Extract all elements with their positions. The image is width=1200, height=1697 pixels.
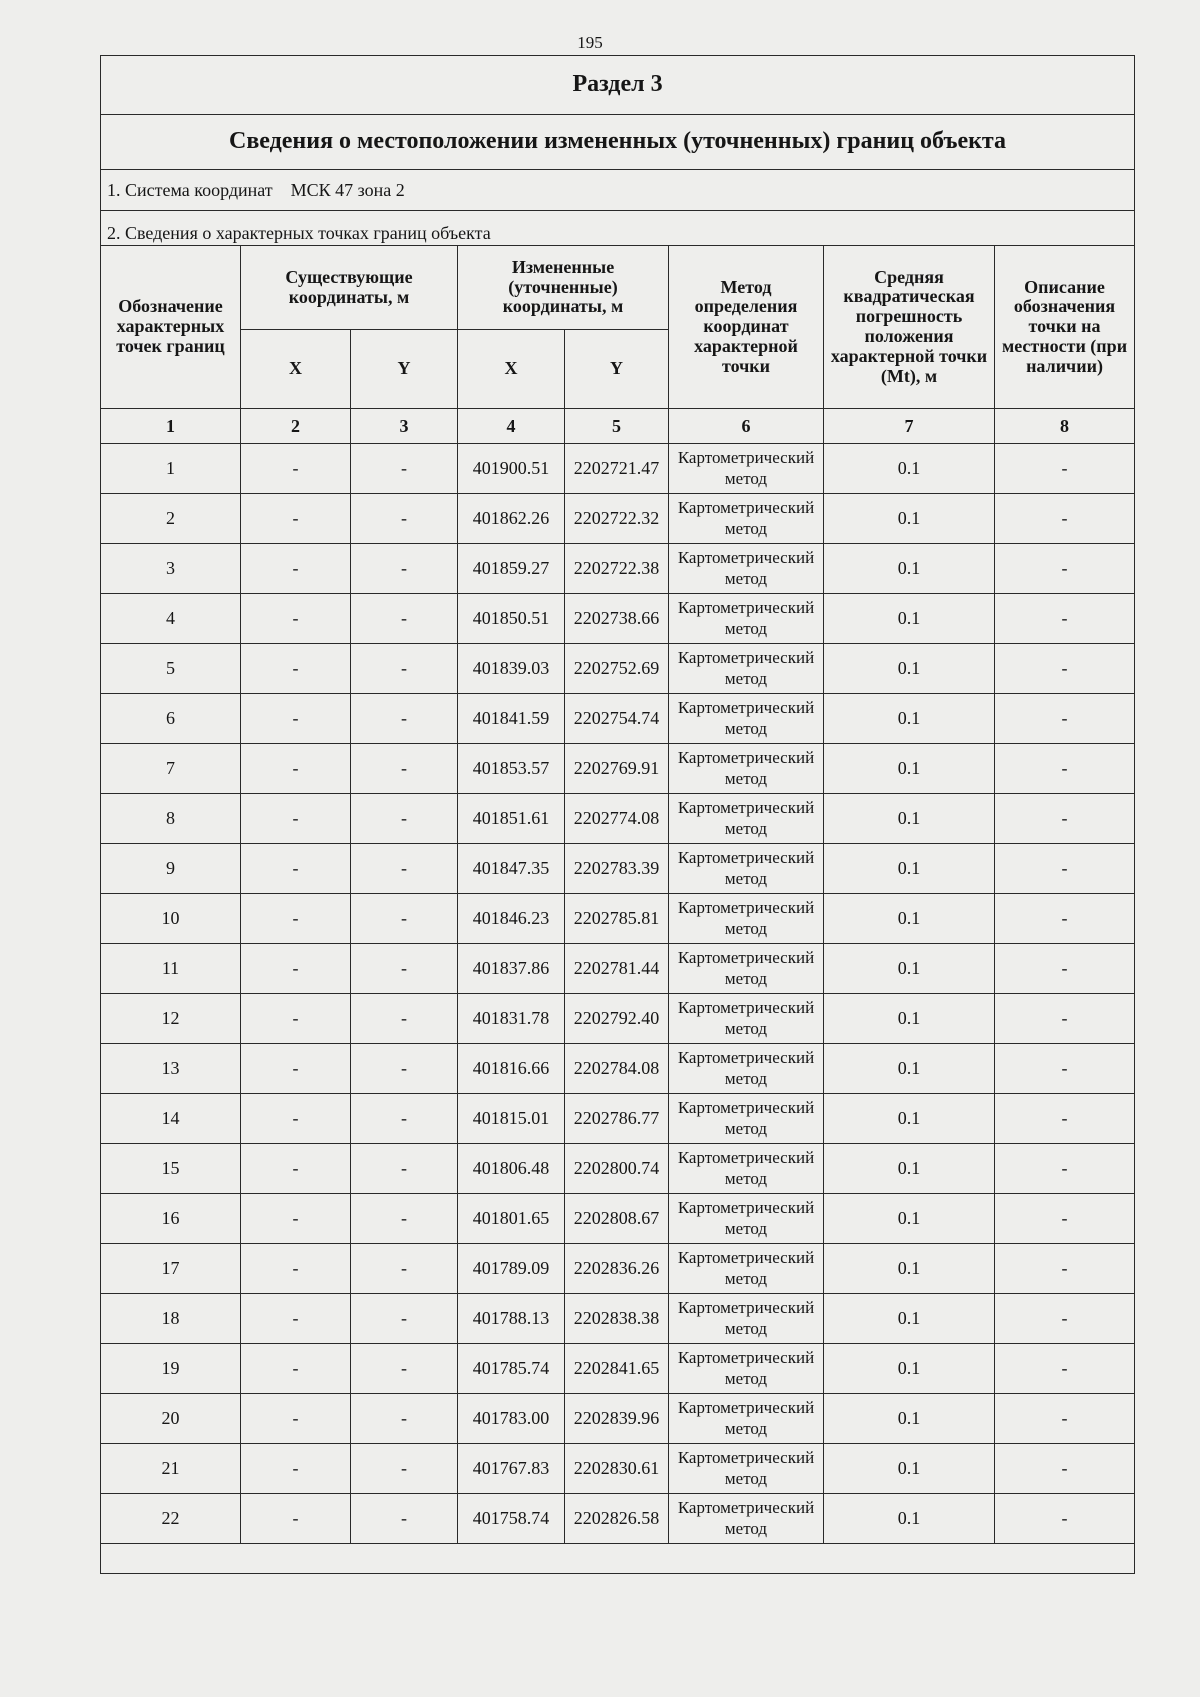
point-id-cell: 4 <box>101 594 241 644</box>
existing-x-cell: - <box>241 944 351 994</box>
existing-x-cell: - <box>241 1144 351 1194</box>
method-cell: Картометрический метод <box>669 1244 824 1294</box>
accuracy-cell: 0.1 <box>824 694 995 744</box>
changed-x-cell: 401839.03 <box>458 644 565 694</box>
changed-x-cell: 401846.23 <box>458 894 565 944</box>
table-row <box>101 744 1135 794</box>
method-cell: Картометрический метод <box>669 444 824 494</box>
changed-x-cell: 401900.51 <box>458 444 565 494</box>
point-id-cell: 11 <box>101 944 241 994</box>
changed-y-cell: 2202752.69 <box>565 644 669 694</box>
existing-y-cell: - <box>351 994 458 1044</box>
header-existing-coordinates: Существующие координаты, м <box>241 246 458 330</box>
description-cell: - <box>995 1094 1135 1144</box>
point-id-cell: 7 <box>101 744 241 794</box>
existing-x-cell: - <box>241 1494 351 1544</box>
point-id-cell: 13 <box>101 1044 241 1094</box>
coordinate-system-label: 1. Система координат <box>107 179 273 200</box>
point-id-cell: 22 <box>101 1494 241 1544</box>
existing-y-cell: - <box>351 1244 458 1294</box>
existing-y-cell: - <box>351 694 458 744</box>
accuracy-cell: 0.1 <box>824 1344 995 1394</box>
description-cell: - <box>995 1044 1135 1094</box>
table-row <box>101 594 1135 644</box>
changed-y-cell: 2202808.67 <box>565 1194 669 1244</box>
accuracy-cell: 0.1 <box>824 444 995 494</box>
boundary-points-table <box>100 55 1135 1574</box>
method-cell: Картометрический метод <box>669 1344 824 1394</box>
coordinate-system-value: МСК 47 зона 2 <box>290 179 405 200</box>
table-row <box>101 894 1135 944</box>
table-row <box>101 1294 1135 1344</box>
table-row <box>101 1194 1135 1244</box>
changed-x-cell: 401831.78 <box>458 994 565 1044</box>
accuracy-cell: 0.1 <box>824 1094 995 1144</box>
existing-y-cell: - <box>351 1044 458 1094</box>
description-cell: - <box>995 594 1135 644</box>
existing-y-cell: - <box>351 1494 458 1544</box>
changed-y-cell: 2202783.39 <box>565 844 669 894</box>
accuracy-cell: 0.1 <box>824 894 995 944</box>
table-row <box>101 1394 1135 1444</box>
changed-x-cell: 401785.74 <box>458 1344 565 1394</box>
header-designation: Обозначение характерных точек границ <box>101 246 241 409</box>
table-row <box>101 544 1135 594</box>
column-number: 3 <box>351 409 458 444</box>
changed-x-cell: 401850.51 <box>458 594 565 644</box>
document-title: Сведения о местоположении измененных (уточненных) границ объекта <box>101 115 1135 170</box>
table-row <box>101 844 1135 894</box>
header-description: Описание обозначения точки на местности (при наличии) <box>995 246 1135 409</box>
existing-y-cell: - <box>351 1294 458 1344</box>
method-cell: Картометрический метод <box>669 1144 824 1194</box>
table-row <box>101 994 1135 1044</box>
existing-x-cell: - <box>241 1044 351 1094</box>
changed-x-cell: 401847.35 <box>458 844 565 894</box>
existing-x-cell: - <box>241 1394 351 1444</box>
changed-y-cell: 2202841.65 <box>565 1344 669 1394</box>
accuracy-cell: 0.1 <box>824 1244 995 1294</box>
existing-y-cell: - <box>351 1144 458 1194</box>
point-id-cell: 17 <box>101 1244 241 1294</box>
accuracy-cell: 0.1 <box>824 1494 995 1544</box>
method-cell: Картометрический метод <box>669 694 824 744</box>
existing-x-cell: - <box>241 1444 351 1494</box>
existing-x-cell: - <box>241 744 351 794</box>
existing-x-cell: - <box>241 794 351 844</box>
method-cell: Картометрический метод <box>669 944 824 994</box>
points-info-label: 2. Сведения о характерных точках границ объекта <box>101 211 1135 246</box>
table-row <box>101 494 1135 544</box>
changed-y-cell: 2202838.38 <box>565 1294 669 1344</box>
changed-x-cell: 401806.48 <box>458 1144 565 1194</box>
existing-x-cell: - <box>241 1094 351 1144</box>
method-cell: Картометрический метод <box>669 644 824 694</box>
method-cell: Картометрический метод <box>669 594 824 644</box>
method-cell: Картометрический метод <box>669 494 824 544</box>
changed-y-cell: 2202722.38 <box>565 544 669 594</box>
accuracy-cell: 0.1 <box>824 594 995 644</box>
column-number: 8 <box>995 409 1135 444</box>
accuracy-cell: 0.1 <box>824 644 995 694</box>
existing-y-cell: - <box>351 1194 458 1244</box>
description-cell: - <box>995 994 1135 1044</box>
changed-x-cell: 401862.26 <box>458 494 565 544</box>
changed-x-cell: 401859.27 <box>458 544 565 594</box>
method-cell: Картометрический метод <box>669 1394 824 1444</box>
changed-x-cell: 401801.65 <box>458 1194 565 1244</box>
point-id-cell: 2 <box>101 494 241 544</box>
header-changed-x: X <box>458 330 565 409</box>
description-cell: - <box>995 1444 1135 1494</box>
header-existing-y: Y <box>351 330 458 409</box>
description-cell: - <box>995 694 1135 744</box>
existing-x-cell: - <box>241 844 351 894</box>
point-id-cell: 18 <box>101 1294 241 1344</box>
point-id-cell: 20 <box>101 1394 241 1444</box>
column-number: 4 <box>458 409 565 444</box>
changed-x-cell: 401767.83 <box>458 1444 565 1494</box>
existing-y-cell: - <box>351 1344 458 1394</box>
existing-x-cell: - <box>241 644 351 694</box>
column-number: 2 <box>241 409 351 444</box>
existing-x-cell: - <box>241 1244 351 1294</box>
empty-cell <box>101 1544 1135 1574</box>
method-cell: Картометрический метод <box>669 794 824 844</box>
description-cell: - <box>995 1194 1135 1244</box>
accuracy-cell: 0.1 <box>824 1194 995 1244</box>
table-row <box>101 444 1135 494</box>
existing-x-cell: - <box>241 1344 351 1394</box>
existing-y-cell: - <box>351 444 458 494</box>
existing-y-cell: - <box>351 794 458 844</box>
table-row <box>101 1494 1135 1544</box>
point-id-cell: 8 <box>101 794 241 844</box>
method-cell: Картометрический метод <box>669 994 824 1044</box>
changed-y-cell: 2202786.77 <box>565 1094 669 1144</box>
changed-x-cell: 401783.00 <box>458 1394 565 1444</box>
point-id-cell: 10 <box>101 894 241 944</box>
changed-y-cell: 2202785.81 <box>565 894 669 944</box>
changed-y-cell: 2202722.32 <box>565 494 669 544</box>
existing-y-cell: - <box>351 1444 458 1494</box>
description-cell: - <box>995 544 1135 594</box>
table-row <box>101 794 1135 844</box>
existing-x-cell: - <box>241 594 351 644</box>
description-cell: - <box>995 1494 1135 1544</box>
existing-y-cell: - <box>351 594 458 644</box>
column-number: 7 <box>824 409 995 444</box>
table-row <box>101 944 1135 994</box>
existing-y-cell: - <box>351 744 458 794</box>
changed-y-cell: 2202836.26 <box>565 1244 669 1294</box>
existing-y-cell: - <box>351 1094 458 1144</box>
changed-y-cell: 2202781.44 <box>565 944 669 994</box>
accuracy-cell: 0.1 <box>824 494 995 544</box>
changed-y-cell: 2202830.61 <box>565 1444 669 1494</box>
changed-x-cell: 401815.01 <box>458 1094 565 1144</box>
description-cell: - <box>995 644 1135 694</box>
method-cell: Картометрический метод <box>669 844 824 894</box>
method-cell: Картометрический метод <box>669 894 824 944</box>
point-id-cell: 9 <box>101 844 241 894</box>
changed-y-cell: 2202721.47 <box>565 444 669 494</box>
column-number: 5 <box>565 409 669 444</box>
changed-y-cell: 2202738.66 <box>565 594 669 644</box>
changed-x-cell: 401837.86 <box>458 944 565 994</box>
existing-x-cell: - <box>241 494 351 544</box>
description-cell: - <box>995 894 1135 944</box>
coordinate-system-row <box>101 170 1135 211</box>
table-row <box>101 644 1135 694</box>
accuracy-cell: 0.1 <box>824 844 995 894</box>
existing-x-cell: - <box>241 1194 351 1244</box>
existing-x-cell: - <box>241 894 351 944</box>
existing-x-cell: - <box>241 1294 351 1344</box>
accuracy-cell: 0.1 <box>824 1294 995 1344</box>
changed-y-cell: 2202769.91 <box>565 744 669 794</box>
accuracy-cell: 0.1 <box>824 1044 995 1094</box>
method-cell: Картометрический метод <box>669 544 824 594</box>
point-id-cell: 5 <box>101 644 241 694</box>
description-cell: - <box>995 1394 1135 1444</box>
point-id-cell: 15 <box>101 1144 241 1194</box>
method-cell: Картометрический метод <box>669 1094 824 1144</box>
header-method: Метод определения координат характерной точки <box>669 246 824 409</box>
point-id-cell: 6 <box>101 694 241 744</box>
point-id-cell: 12 <box>101 994 241 1044</box>
table-row <box>101 1144 1135 1194</box>
point-id-cell: 1 <box>101 444 241 494</box>
existing-y-cell: - <box>351 494 458 544</box>
changed-y-cell: 2202754.74 <box>565 694 669 744</box>
existing-y-cell: - <box>351 844 458 894</box>
column-number: 1 <box>101 409 241 444</box>
existing-x-cell: - <box>241 444 351 494</box>
changed-x-cell: 401841.59 <box>458 694 565 744</box>
description-cell: - <box>995 494 1135 544</box>
changed-y-cell: 2202792.40 <box>565 994 669 1044</box>
changed-y-cell: 2202839.96 <box>565 1394 669 1444</box>
changed-y-cell: 2202784.08 <box>565 1044 669 1094</box>
section-heading: Раздел 3 <box>101 56 1135 115</box>
point-id-cell: 21 <box>101 1444 241 1494</box>
description-cell: - <box>995 844 1135 894</box>
table-row <box>101 1044 1135 1094</box>
method-cell: Картометрический метод <box>669 1194 824 1244</box>
changed-y-cell: 2202774.08 <box>565 794 669 844</box>
existing-x-cell: - <box>241 544 351 594</box>
header-changed-y: Y <box>565 330 669 409</box>
accuracy-cell: 0.1 <box>824 744 995 794</box>
table-row <box>101 1344 1135 1394</box>
changed-x-cell: 401789.09 <box>458 1244 565 1294</box>
header-accuracy: Средняя квадратическая погрешность положения характерной точки (Mt), м <box>824 246 995 409</box>
changed-x-cell: 401851.61 <box>458 794 565 844</box>
description-cell: - <box>995 1344 1135 1394</box>
description-cell: - <box>995 1244 1135 1294</box>
accuracy-cell: 0.1 <box>824 1394 995 1444</box>
method-cell: Картометрический метод <box>669 1494 824 1544</box>
description-cell: - <box>995 444 1135 494</box>
method-cell: Картометрический метод <box>669 1044 824 1094</box>
empty-trailing-row <box>101 1544 1135 1574</box>
existing-y-cell: - <box>351 544 458 594</box>
table-row <box>101 694 1135 744</box>
existing-y-cell: - <box>351 644 458 694</box>
point-id-cell: 3 <box>101 544 241 594</box>
header-changed-coordinates: Измененные (уточненные) координаты, м <box>458 246 669 330</box>
description-cell: - <box>995 1144 1135 1194</box>
method-cell: Картометрический метод <box>669 1294 824 1344</box>
page-number: 195 <box>577 33 603 52</box>
header-existing-x: X <box>241 330 351 409</box>
accuracy-cell: 0.1 <box>824 1144 995 1194</box>
existing-x-cell: - <box>241 694 351 744</box>
accuracy-cell: 0.1 <box>824 544 995 594</box>
changed-x-cell: 401853.57 <box>458 744 565 794</box>
changed-y-cell: 2202800.74 <box>565 1144 669 1194</box>
table-row <box>101 1094 1135 1144</box>
description-cell: - <box>995 744 1135 794</box>
existing-y-cell: - <box>351 1394 458 1444</box>
existing-y-cell: - <box>351 944 458 994</box>
table-row <box>101 1244 1135 1294</box>
accuracy-cell: 0.1 <box>824 944 995 994</box>
description-cell: - <box>995 1294 1135 1344</box>
column-number-row <box>101 409 1135 444</box>
accuracy-cell: 0.1 <box>824 794 995 844</box>
changed-y-cell: 2202826.58 <box>565 1494 669 1544</box>
point-id-cell: 19 <box>101 1344 241 1394</box>
point-id-cell: 14 <box>101 1094 241 1144</box>
accuracy-cell: 0.1 <box>824 994 995 1044</box>
description-cell: - <box>995 944 1135 994</box>
description-cell: - <box>995 794 1135 844</box>
method-cell: Картометрический метод <box>669 744 824 794</box>
changed-x-cell: 401758.74 <box>458 1494 565 1544</box>
method-cell: Картометрический метод <box>669 1444 824 1494</box>
accuracy-cell: 0.1 <box>824 1444 995 1494</box>
changed-x-cell: 401788.13 <box>458 1294 565 1344</box>
column-number: 6 <box>669 409 824 444</box>
changed-x-cell: 401816.66 <box>458 1044 565 1094</box>
point-id-cell: 16 <box>101 1194 241 1244</box>
existing-y-cell: - <box>351 894 458 944</box>
existing-x-cell: - <box>241 994 351 1044</box>
table-row <box>101 1444 1135 1494</box>
